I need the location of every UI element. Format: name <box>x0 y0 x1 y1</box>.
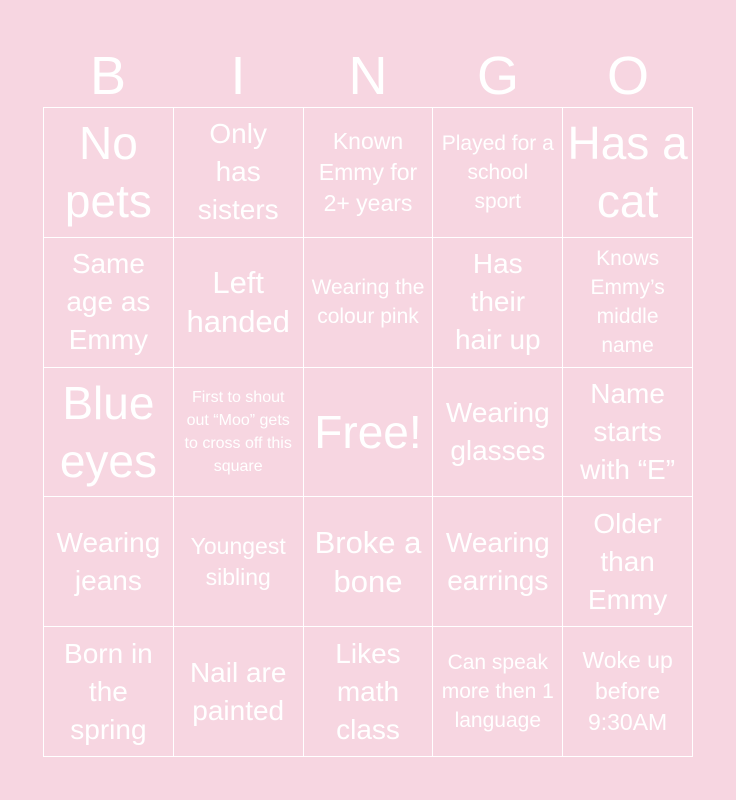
cell-label: Name starts with “E” <box>580 377 676 485</box>
cell-label: Born in the spring <box>64 637 153 745</box>
cell-label: Has their hair up <box>454 248 541 356</box>
cell-label: Can speak more then 1 language <box>441 651 554 733</box>
cell-label: First to shout out “Moo” gets to cross off this square <box>184 388 292 475</box>
cell-label: Broke a bone <box>314 524 422 599</box>
header-letter-o: O <box>606 46 649 106</box>
bingo-cell[interactable] <box>433 627 563 757</box>
bingo-cell[interactable] <box>563 108 693 238</box>
bingo-cell[interactable] <box>433 368 563 498</box>
bingo-cell[interactable] <box>44 627 174 757</box>
cell-label: Youngest sibling <box>190 532 286 590</box>
cell-label: Blue eyes <box>59 376 157 487</box>
cell-label: No pets <box>64 117 152 228</box>
bingo-cell[interactable] <box>563 368 693 498</box>
bingo-cell[interactable] <box>433 497 563 627</box>
bingo-cell[interactable] <box>174 627 304 757</box>
bingo-cell[interactable] <box>304 238 434 368</box>
header-letter-b: B <box>89 46 127 106</box>
header-letter-g: G <box>476 46 519 106</box>
bingo-header <box>43 44 693 108</box>
bingo-cell[interactable] <box>304 108 434 238</box>
bingo-cell[interactable] <box>304 497 434 627</box>
cell-label: Only has sisters <box>197 118 279 226</box>
cell-label: Has a cat <box>567 117 688 228</box>
bingo-card <box>43 107 693 757</box>
bingo-cell[interactable] <box>433 238 563 368</box>
cell-label: Wearing earrings <box>445 526 550 596</box>
bingo-cell[interactable] <box>44 238 174 368</box>
bingo-cell[interactable] <box>44 368 174 498</box>
cell-label: Free! <box>314 405 422 458</box>
bingo-cell[interactable] <box>44 108 174 238</box>
cell-label: Wearing jeans <box>56 526 161 596</box>
header-letter-i: I <box>230 46 246 106</box>
cell-label: Played for a school sport <box>441 131 554 213</box>
cell-label: Older than Emmy <box>587 507 668 615</box>
cell-label: Knows Emmy’s middle name <box>590 247 665 358</box>
bingo-cell[interactable] <box>304 627 434 757</box>
cell-label: Left handed <box>186 265 290 340</box>
cell-label: Likes math class <box>335 637 401 745</box>
cell-label: Known Emmy for 2+ years <box>318 127 418 216</box>
cell-label: Nail are painted <box>189 656 287 726</box>
bingo-cell[interactable] <box>174 238 304 368</box>
cell-label: Wearing glasses <box>445 396 550 466</box>
cell-label: Same age as Emmy <box>66 248 151 356</box>
bingo-cell[interactable] <box>174 497 304 627</box>
cell-label: Wearing the colour pink <box>311 276 425 329</box>
bingo-cell[interactable] <box>433 108 563 238</box>
header-letter-n: N <box>348 46 388 106</box>
bingo-cell[interactable] <box>174 108 304 238</box>
bingo-cell[interactable] <box>44 497 174 627</box>
bingo-cell[interactable] <box>304 368 434 498</box>
bingo-cell[interactable] <box>174 368 304 498</box>
bingo-cell[interactable] <box>563 238 693 368</box>
bingo-cell[interactable] <box>563 497 693 627</box>
cell-label: Woke up before 9:30AM <box>582 647 673 736</box>
bingo-cell[interactable] <box>563 627 693 757</box>
